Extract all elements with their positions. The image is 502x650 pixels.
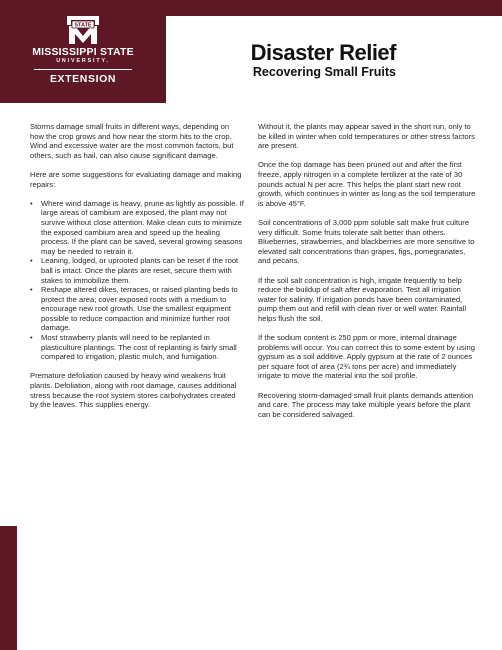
msu-shield-logo-icon <box>61 14 105 46</box>
suggestions-lead: Here are some suggestions for evaluating damage and making repairs: <box>30 169 242 189</box>
paragraph: If the sodium content is 250 ppm or more, internal drainage problems will occur. You can correct this to some extent by using gypsum as a soil additive. Apply gypsum at the rate of 2 ounces per square foot of area (2¾ tons per acre) and immediately irrigate to move the material into the soil profile. <box>258 333 475 381</box>
repair-suggestions-list <box>30 199 244 362</box>
logo-university-name: MISSISSIPPI STATE <box>32 46 134 58</box>
paragraph: Soil concentrations of 3,000 ppm soluble salt make fruit culture very difficult. Some fruits tolerate salt better than others. Blueberries, strawberries, and blackberries are more sensitive to elevated salt concentrations than grapes, figs, pomegranates, and pecans. <box>258 217 475 266</box>
right-column <box>258 122 476 429</box>
page-subtitle: Recovering Small Fruits <box>252 65 396 79</box>
defoliation-paragraph: Premature defoliation caused by heavy wind weakens fruit plants. Defoliation, along with root damage, causes additional stress because the root system stores carbohydrates created by the leaves. This supplies energy. <box>30 371 237 410</box>
logo-extension: EXTENSION <box>49 73 117 85</box>
title-area <box>251 41 396 80</box>
footer-side-bar <box>0 526 17 650</box>
brand-block <box>0 0 166 103</box>
intro-paragraph: Storms damage small fruits in different ways, depending on how the crop grows and how near the storm hits to the crop. Wind and excessive water are the most common factors, but others, such as hail, can also cause significant damage. <box>30 122 234 160</box>
left-column <box>30 122 244 419</box>
list-item: • Reshape altered dikes, terraces, or raised planting beds to protect the area; cover exposed roots with a medium to encourage new root growth. Use the smallest equipment possible to reduce compaction and minimize further root damage. <box>30 285 244 333</box>
logo-university-word: UNIVERSITY. <box>56 58 110 64</box>
logo-divider <box>34 69 132 70</box>
paragraph: Once the top damage has been pruned out and after the first freeze, apply nitrogen in a complete fertilizer at the rate of 30 pounds actual N per acre. This helps the plant start new root growth, which continues in winter as long as the soil temperature is above 45°F. <box>258 160 476 208</box>
list-item: • Most strawberry plants will need to be replanted in plasticulture plantings. The cost of replanting is fairly small compared to irrigation, plastic mulch, and fumigation. <box>30 333 244 362</box>
paragraph: Recovering storm-damaged small fruit plants demands attention and care. The process may take multiple years before the plant can be considered salvaged. <box>258 390 474 419</box>
paragraph: If the soil salt concentration is high, irrigate frequently to help reduce the buildup of salt after evaporation. Test all irrigation water for salinity. If irrigation ponds have been contaminated, pump them out and refill with clean river or well water. Rainfall helps flush the soil. <box>258 275 467 323</box>
logo-shield-text: STATE <box>74 22 92 29</box>
list-item: • Where wind damage is heavy, prune as lightly as possible. If large areas of cambium are exposed, the plant may not survive without close attention. Make clean cuts to minimize the exposed cambium area and speed up the healing process. If the plant can be saved, several growing seasons may be needed to retrain it. <box>30 199 244 257</box>
paragraph: Without it, the plants may appear saved in the short run, only to be killed in winter when cold temperatures or other stress factors are present. <box>258 122 475 151</box>
page-title: Disaster Relief <box>250 40 396 65</box>
list-item: • Leaning, lodged, or uprooted plants can be reset if the root ball is intact. Once the plants are reset, secure them with stakes to immobilize them. <box>30 256 244 285</box>
logo <box>0 14 166 85</box>
